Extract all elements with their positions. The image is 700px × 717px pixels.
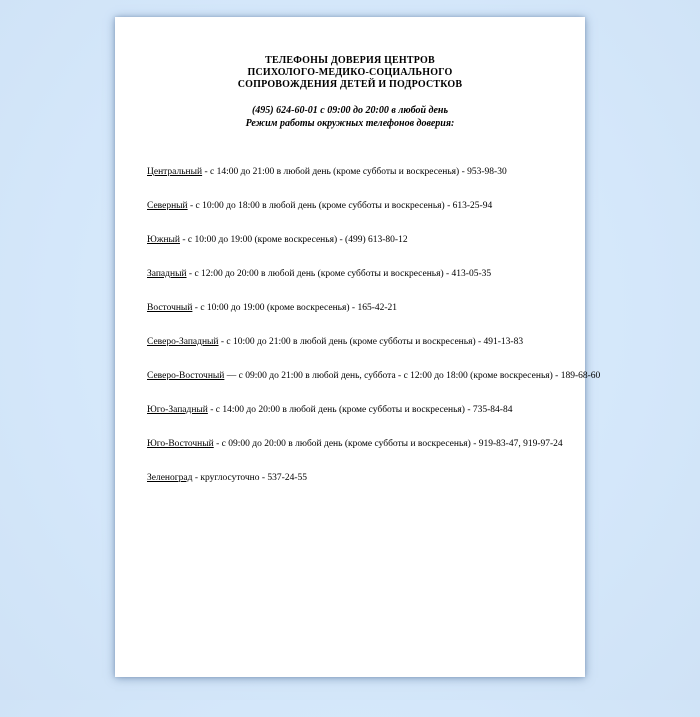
district-name: Центральный [147,167,203,177]
helpline-entry-north [147,200,553,213]
helpline-entry-zelenograd [147,472,553,485]
helpline-entry-central [147,166,553,179]
helpline-entry-east [147,302,553,315]
entry-details: - с 14:00 до 20:00 в любой день (кроме субботы и воскресенья) - 735-84-84 [207,405,513,415]
helpline-entry-west [147,268,553,281]
district-name: Северный [147,201,188,211]
helpline-entry-southeast [147,438,563,451]
document-title [147,55,553,91]
entry-details: - с 12:00 до 20:00 в любой день (кроме субботы и воскресенья) - 413-05-35 [186,269,492,279]
helpline-entry-south [147,234,553,247]
document-page [115,17,601,677]
entry-details: - с 10:00 до 19:00 (кроме воскресенья) - 165-42-21 [192,303,398,313]
entry-details: - с 10:00 до 18:00 в любой день (кроме субботы и воскресенья) - 613-25-94 [187,201,493,211]
document-subtitle [147,104,553,130]
entry-details: - с 10:00 до 19:00 (кроме воскресенья) - (499) 613-80-12 [180,235,408,245]
district-name: Северо-Западный [147,337,219,347]
title-line-1: ТЕЛЕФОНЫ ДОВЕРИЯ ЦЕНТРОВ [265,55,435,66]
entry-details: — с 09:00 до 21:00 в любой день, суббота - с 12:00 до 18:00 (кроме воскресенья) - 189-68-60 [224,371,601,381]
schedule-heading: Режим работы окружных телефонов доверия: [245,118,455,129]
district-name: Юго-Западный [147,405,208,415]
district-name: Западный [147,269,187,279]
district-name: Северо-Восточный [147,371,225,381]
district-name: Зеленоград [147,473,193,483]
title-line-2: ПСИХОЛОГО-МЕДИКО-СОЦИАЛЬНОГО [247,67,453,78]
main-phone-line: (495) 624-60-01 с 09:00 до 20:00 в любой день [251,105,449,116]
entry-details: - с 09:00 до 20:00 в любой день (кроме субботы и воскресенья) - 919-83-47, 919-97-24 [213,439,563,449]
title-line-3: СОПРОВОЖДЕНИЯ ДЕТЕЙ И ПОДРОСТКОВ [237,79,463,90]
entry-details: - с 14:00 до 21:00 в любой день (кроме субботы и воскресенья) - 953-98-30 [202,167,507,177]
helpline-entry-northeast [147,370,601,383]
entry-details: - с 10:00 до 21:00 в любой день (кроме субботы и воскресенья) - 491-13-83 [218,337,524,347]
helpline-entry-southwest [147,404,553,417]
district-name: Юго-Восточный [147,439,214,449]
district-name: Южный [147,235,180,245]
helpline-entry-northwest [147,336,553,349]
helpline-list [147,166,601,485]
district-name: Восточный [147,303,193,313]
entry-details: - круглосуточно - 537-24-55 [192,473,307,483]
